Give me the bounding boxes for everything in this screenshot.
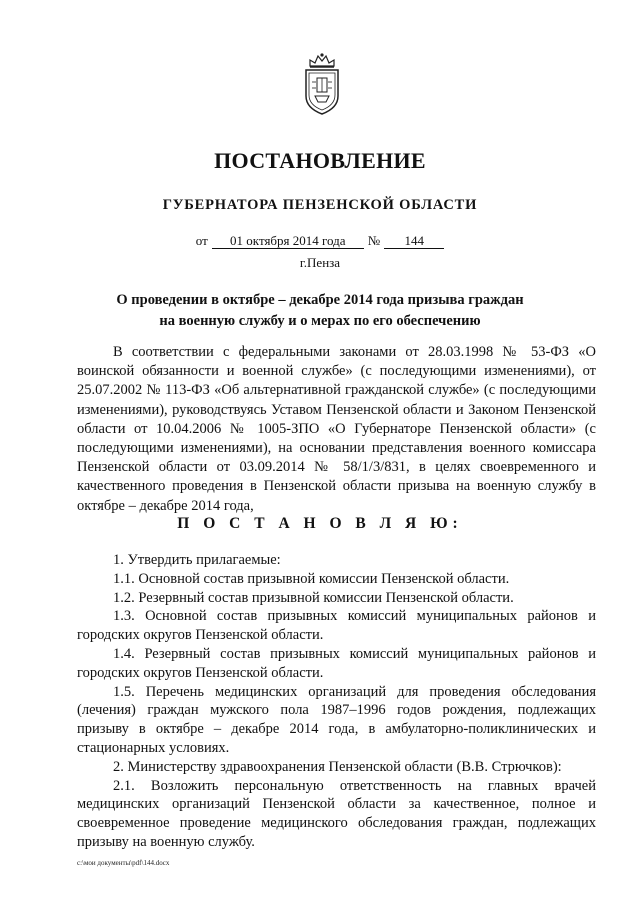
document-heading <box>100 290 540 332</box>
city: г.Пенза <box>299 255 341 270</box>
heading-line-2: на военную службу и о мерах по его обеспечению <box>159 313 481 329</box>
document-title: ПОСТАНОВЛЕНИЕ <box>214 148 426 173</box>
date-value: 01 октября 2014 года <box>212 233 364 249</box>
date-prefix: от <box>195 233 208 248</box>
list-item: 1.5. Перечень медицинских организаций для проведения обследования (лечения) граждан мужского пола 1987–1996 годов рождения, подлежащих призыву в октябре – декабре 2014 года, в амбулаторно-поликлинических и стационарных условиях. <box>77 683 596 756</box>
document-subtitle: ГУБЕРНАТОРА ПЕНЗЕНСКОЙ ОБЛАСТИ <box>162 197 478 213</box>
list-item: 2. Министерству здравоохранения Пензенской области (В.В. Стрючков): <box>113 758 562 775</box>
list-item: 1.1. Основной состав призывной комиссии Пензенской области. <box>113 570 510 587</box>
date-number-line <box>0 233 640 249</box>
list-item: 1.2. Резервный состав призывной комиссии Пензенской области. <box>113 589 514 606</box>
list-item: 1.3. Основной состав призывных комиссий муниципальных районов и городских округов Пензенской области. <box>77 608 596 644</box>
number-prefix: № <box>367 233 381 248</box>
footer-file-path: c:\мои документы\pdf\144.docx <box>77 859 170 867</box>
coat-of-arms-icon <box>302 52 342 116</box>
number-value: 144 <box>384 233 444 249</box>
decree-items <box>77 551 596 852</box>
list-item: 1. Утвердить прилагаемые: <box>113 552 281 568</box>
decree-word: П О С Т А Н О В Л Я Ю: <box>177 515 463 532</box>
intro-paragraph: В соответствии с федеральными законами от 28.03.1998 № 53-ФЗ «О воинской обязанности и военной службе» (с последующими изменениями), от 25.07.2002 № 113-ФЗ «Об альтернативной гражданской службе» (с последующими изменениями), руководствуясь Уставом Пензенской области и Законом Пензенской области от 10.04.2006 № 1005-ЗПО «О Губернаторе Пензенской области» (с последующими изменениями), на основании представления военного комиссара Пензенской области от 03.09.2014 № 58/1/3/831, в целях своевременного и качественного проведения в Пензенской области призыва на военную службу в октябре – декабре 2014 года, <box>77 344 596 514</box>
list-item: 2.1. Возложить персональную ответственность на главных врачей медицинских организаций Пензенской области за качественное, полное и своевременное проведение медицинского обследования граждан, подлежащих призыву на военную службу. <box>77 777 596 850</box>
list-item: 1.4. Резервный состав призывных комиссий муниципальных районов и городских округов Пензенской области. <box>77 645 596 681</box>
heading-line-1: О проведении в октябре – декабре 2014 года призыва граждан <box>116 292 524 308</box>
